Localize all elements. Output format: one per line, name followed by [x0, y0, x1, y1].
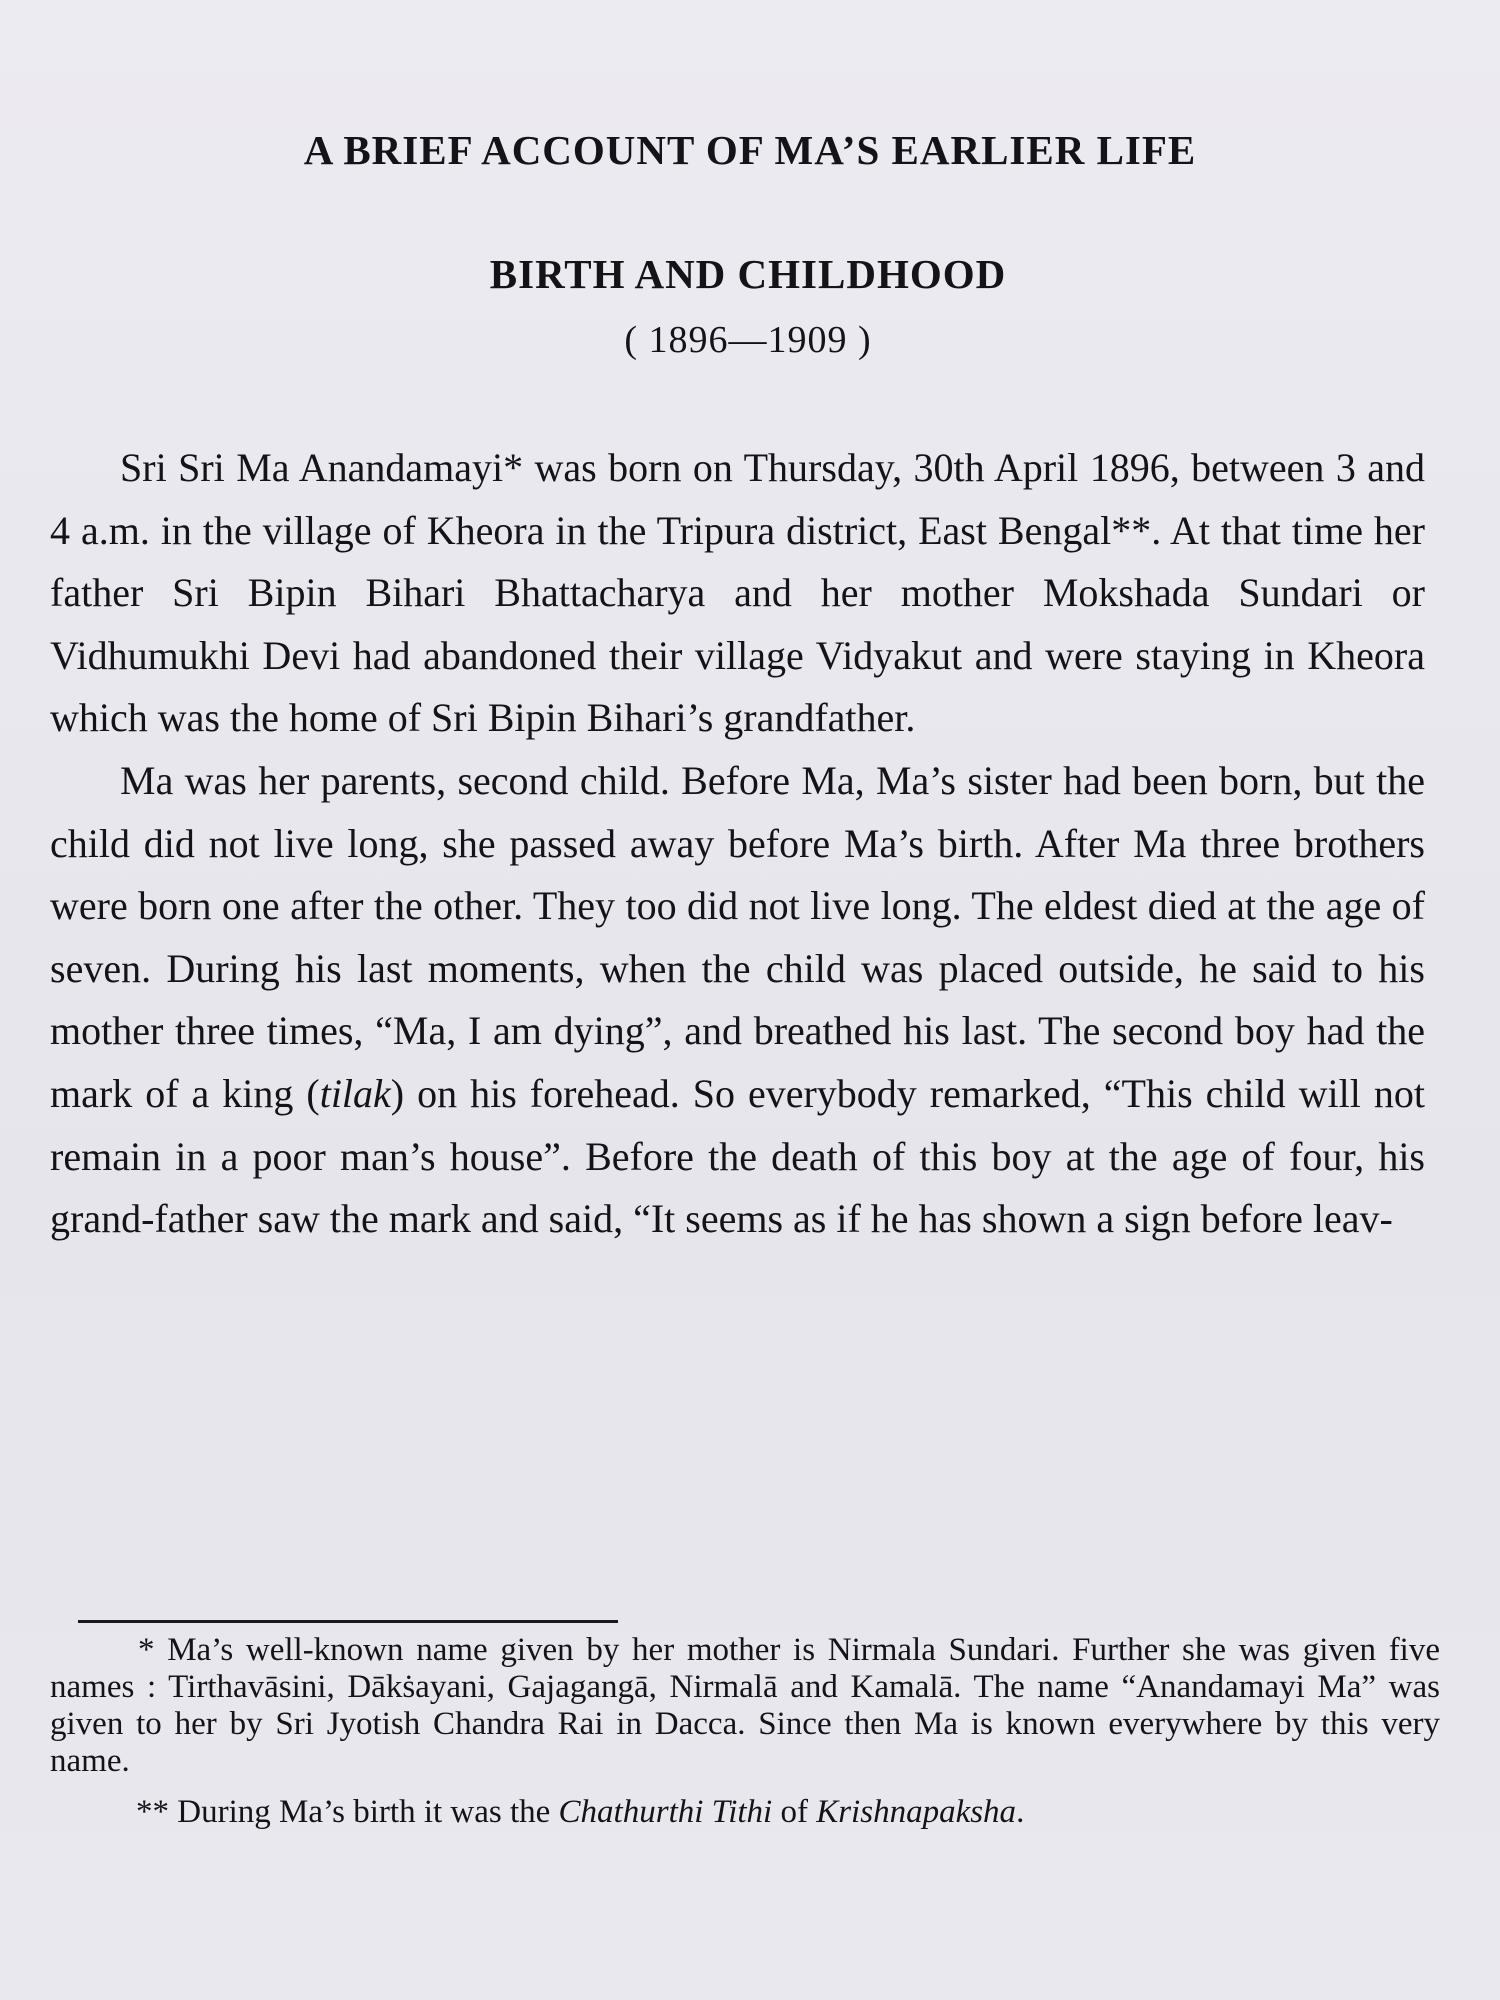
footnote-text: .: [1016, 1794, 1025, 1830]
body-text: [50, 437, 1425, 1251]
footnote-divider: [78, 1620, 618, 1623]
footnote-italic-term: Krishnapaksha: [816, 1794, 1017, 1830]
footnote-text: ** During Ma’s birth it was the: [136, 1794, 559, 1830]
footnotes: [50, 1632, 1440, 1831]
footnote-italic-term: Chathurthi Tithi: [558, 1794, 773, 1830]
paragraph-italic-term: tilak: [319, 1070, 391, 1116]
footnote-1: [50, 1632, 1440, 1780]
body-paragraph: [50, 437, 1425, 750]
section-title: BIRTH AND CHILDHOOD: [489, 251, 1007, 297]
body-paragraph: [50, 750, 1425, 1251]
paragraph-text: ) on his forehead. So everybody remarked, “This child will not remain in a poor man’s house”. Before the death of this boy at the age of four, his grand-father saw the mark and said, “It seems as if he has shown a sign before leav-: [50, 1070, 1425, 1242]
paragraph-text: Ma was her parents, second child. Before Ma, Ma’s sister had been born, but the child did not live long, she passed away before Ma’s birth. After Ma three brothers were born one after the other. They too did not live long. The eldest died at the age of seven. During his last moments, when the child was placed outside, he said to his mother three times, “Ma, I am dying”, and breathed his last. The second boy had the mark of a king (: [50, 757, 1425, 1116]
paragraph-text: Sri Sri Ma Anandamayi* was born on Thursday, 30th April 1896, between 3 and 4 a.m. in the village of Kheora in the Tripura district, East Bengal**. At that time her father Sri Bipin Bihari Bhattacharya and her mother Mokshada Sundari or Vidhumukhi Devi had abandoned their village Vidyakut and were staying in Kheora which was the home of Sri Bipin Bihari’s grandfather.: [50, 445, 1425, 741]
chapter-title: A BRIEF ACCOUNT OF MA’S EARLIER LIFE: [303, 127, 1197, 173]
section-years: ( 1896—1909 ): [624, 319, 872, 361]
footnote-2: [50, 1794, 1440, 1831]
footnote-text: of: [772, 1794, 817, 1830]
footnote-text: * Ma’s well-known name given by her mother is Nirmala Sundari. Further she was given five names : Tirthavāsini, Dākṡayani, Gajagangā, Nirmalā and Kamalā. The name “Anandamayi Ma” was given to her by Sri Jyotish Chandra Rai in Dacca. Since then Ma is known everywhere by this very name.: [50, 1632, 1440, 1779]
